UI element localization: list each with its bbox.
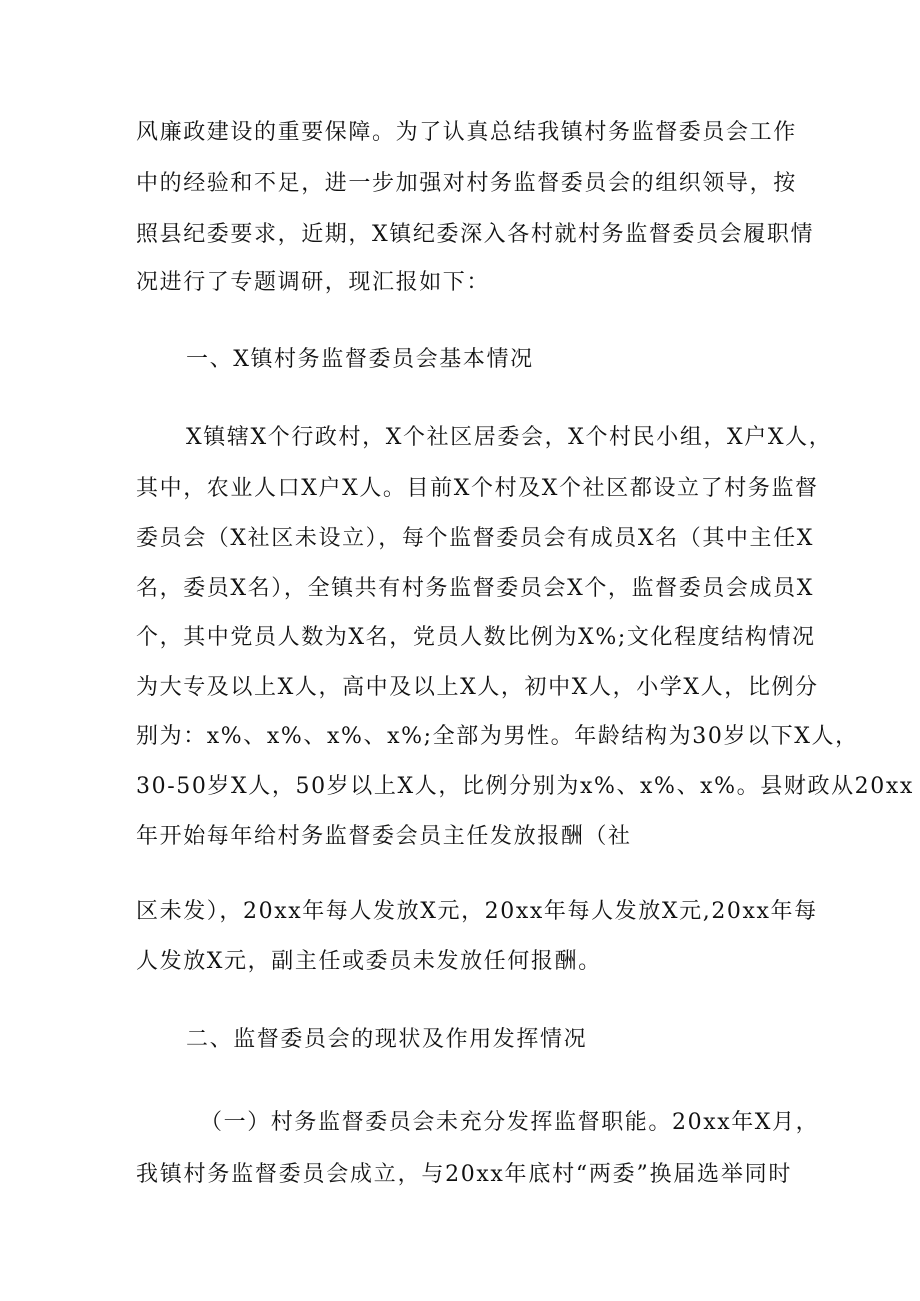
- paragraph-line-7: 委员会（X社区未设立），每个监督委员会有成员X名（其中主任X: [136, 526, 814, 551]
- paragraph-line-6: 其中，农业人口X户X人。目前X个村及X个社区都设立了村务监督: [136, 476, 819, 501]
- paragraph-line-12: 30-50岁X人，50岁以上X人，比例分别为x%、x%、x%。县财政从20xx: [136, 774, 914, 799]
- paragraph-line-9: 个，其中党员人数为X名，党员人数比例为X%;文化程度结构情况: [136, 625, 816, 650]
- paragraph-line-8: 名，委员X名），全镇共有村务监督委员会X个，监督委员会成员X: [136, 576, 814, 601]
- paragraph-line-4: 况进行了专题调研，现汇报如下：: [136, 270, 491, 295]
- paragraph-line-2: 中的经验和不足，进一步加强对村务监督委员会的组织领导，按: [136, 171, 797, 196]
- paragraph-line-13: 年开始每年给村务监督委会员主任发放报酬（社: [136, 824, 632, 849]
- paragraph-line-3: 照县纪委要求，近期，X镇纪委深入各村就村务监督委员会履职情: [136, 222, 815, 247]
- paragraph-line-16: （一）村务监督委员会未充分发挥监督职能。20xx年X月，: [200, 1110, 820, 1135]
- paragraph-line-1: 风廉政建设的重要保障。为了认真总结我镇村务监督委员会工作: [136, 120, 797, 145]
- section-heading-2: 二、监督委员会的现状及作用发挥情况: [186, 1027, 588, 1052]
- paragraph-line-5: X镇辖X个行政村，X个社区居委会，X个村民小组，X户X人，: [186, 425, 833, 450]
- paragraph-line-15: 人发放X元，副主任或委员未发放任何报酬。: [136, 949, 602, 974]
- paragraph-line-17: 我镇村务监督委员会成立，与20xx年底村“两委”换届选举同时: [136, 1162, 792, 1187]
- paragraph-line-14: 区未发），20xx年每人发放X元，20xx年每人发放X元,20xx年每: [136, 899, 818, 924]
- paragraph-line-10: 为大专及以上X人，高中及以上X人，初中X人，小学X人，比例分: [136, 675, 819, 700]
- section-heading-1: 一、X镇村务监督委员会基本情况: [186, 347, 534, 372]
- paragraph-line-11: 别为：x%、x%、x%、x%;全部为男性。年龄结构为30岁以下X人，: [136, 724, 859, 749]
